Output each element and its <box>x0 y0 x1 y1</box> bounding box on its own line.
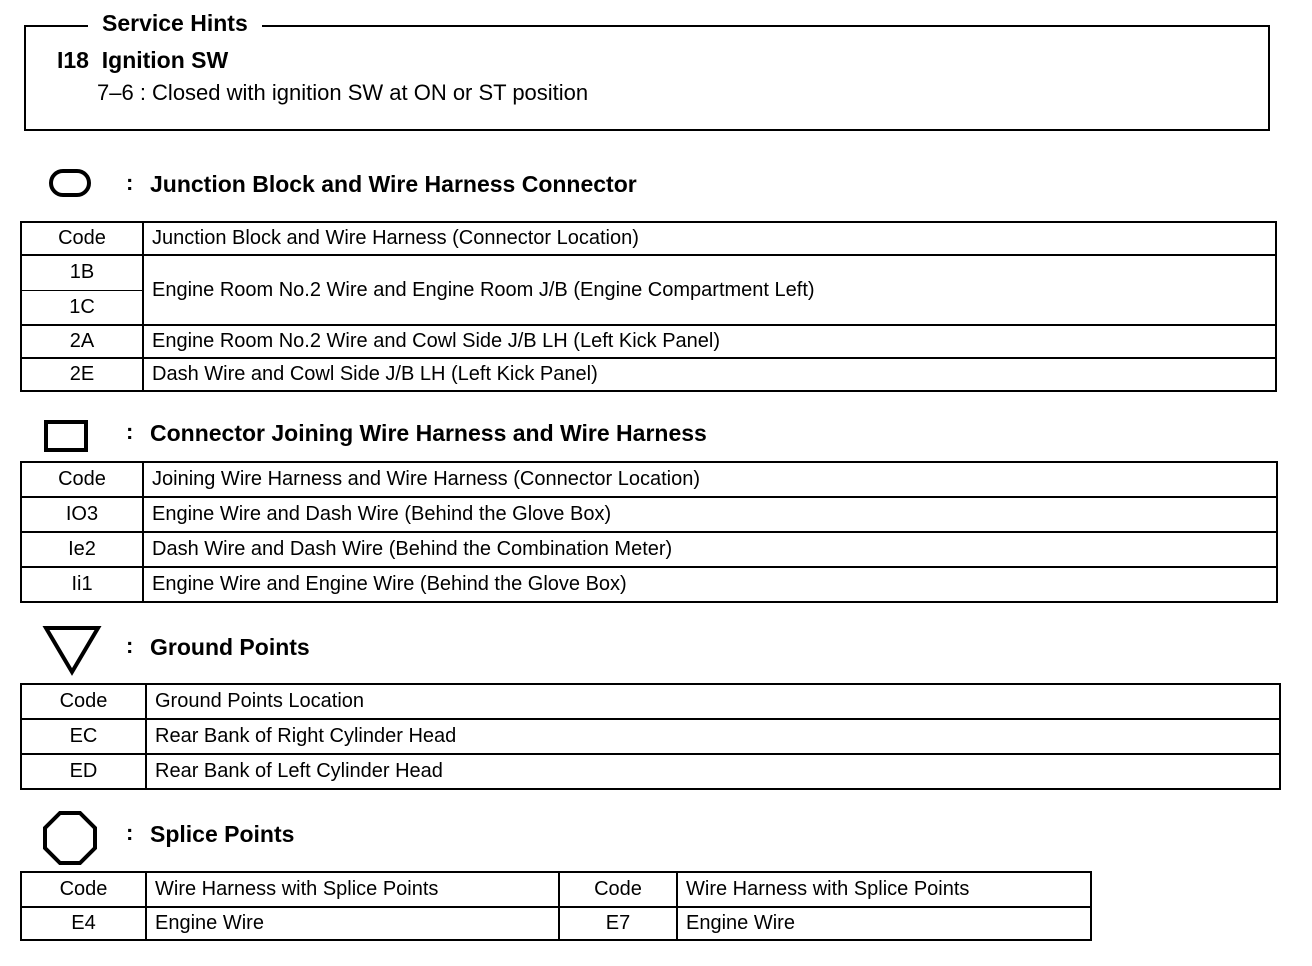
row-description: Rear Bank of Left Cylinder Head <box>146 754 1280 789</box>
table-row <box>21 754 1280 789</box>
row-description: Engine Room No.2 Wire and Engine Room J/B (Engine Compartment Left) <box>143 255 1276 325</box>
row-code: 1B <box>21 255 143 290</box>
row-description: Engine Wire and Dash Wire (Behind the Glove Box) <box>143 497 1277 532</box>
row-code: E4 <box>21 907 146 940</box>
junction-heading: Junction Block and Wire Harness Connector <box>150 171 637 197</box>
row-code: E7 <box>559 907 677 940</box>
connector-heading: Connector Joining Wire Harness and Wire Harness <box>150 420 707 446</box>
row-code: Ii1 <box>21 567 143 602</box>
splice-table <box>20 871 1092 941</box>
junction-colon: : <box>126 170 134 195</box>
row-description: Dash Wire and Cowl Side J/B LH (Left Kick Panel) <box>143 358 1276 391</box>
row-code: 2E <box>21 358 143 391</box>
row-code: 1C <box>21 290 143 325</box>
table-header-row <box>21 872 1091 907</box>
table-row <box>21 532 1277 567</box>
junction-table <box>20 221 1277 392</box>
row-description: Engine Wire and Engine Wire (Behind the Glove Box) <box>143 567 1277 602</box>
header-code: Code <box>559 872 677 907</box>
table-header-row <box>21 684 1280 719</box>
header-code: Code <box>21 684 146 719</box>
header-description: Ground Points Location <box>146 684 1280 719</box>
row-code: EC <box>21 719 146 754</box>
header-description: Wire Harness with Splice Points <box>146 872 559 907</box>
hint-component-name: I18 Ignition SW <box>57 47 229 73</box>
connector-symbol-icon <box>44 420 88 452</box>
junction-connector-symbol-icon <box>49 169 91 197</box>
header-code: Code <box>21 222 143 255</box>
ground-table <box>20 683 1281 790</box>
row-description: Engine Room No.2 Wire and Cowl Side J/B LH (Left Kick Panel) <box>143 325 1276 358</box>
table-row <box>21 325 1276 358</box>
table-row <box>21 719 1280 754</box>
service-hints-title: Service Hints <box>88 8 262 38</box>
table-header-row <box>21 462 1277 497</box>
splice-octagon-icon <box>42 810 98 866</box>
splice-heading: Splice Points <box>150 821 295 847</box>
ground-heading: Ground Points <box>150 634 310 660</box>
header-code: Code <box>21 872 146 907</box>
ground-colon: : <box>126 633 134 658</box>
hint-detail: 7–6 : Closed with ignition SW at ON or ST position <box>97 80 589 105</box>
table-row <box>21 567 1277 602</box>
row-description: Rear Bank of Right Cylinder Head <box>146 719 1280 754</box>
table-header-row <box>21 222 1276 255</box>
header-description: Joining Wire Harness and Wire Harness (Connector Location) <box>143 462 1277 497</box>
table-row <box>21 497 1277 532</box>
row-code: IO3 <box>21 497 143 532</box>
row-description: Engine Wire <box>677 907 1091 940</box>
connector-colon: : <box>126 419 134 444</box>
row-code: ED <box>21 754 146 789</box>
table-row <box>21 255 1276 290</box>
header-description: Junction Block and Wire Harness (Connector Location) <box>143 222 1276 255</box>
header-description: Wire Harness with Splice Points <box>677 872 1091 907</box>
row-code: Ie2 <box>21 532 143 567</box>
table-row <box>21 358 1276 391</box>
row-description: Engine Wire <box>146 907 559 940</box>
ground-triangle-icon <box>42 624 102 676</box>
splice-colon: : <box>126 820 134 845</box>
row-code: 2A <box>21 325 143 358</box>
row-description: Dash Wire and Dash Wire (Behind the Combination Meter) <box>143 532 1277 567</box>
header-code: Code <box>21 462 143 497</box>
table-row <box>21 907 1091 940</box>
service-hints-box <box>24 25 1270 131</box>
connector-table <box>20 461 1278 603</box>
